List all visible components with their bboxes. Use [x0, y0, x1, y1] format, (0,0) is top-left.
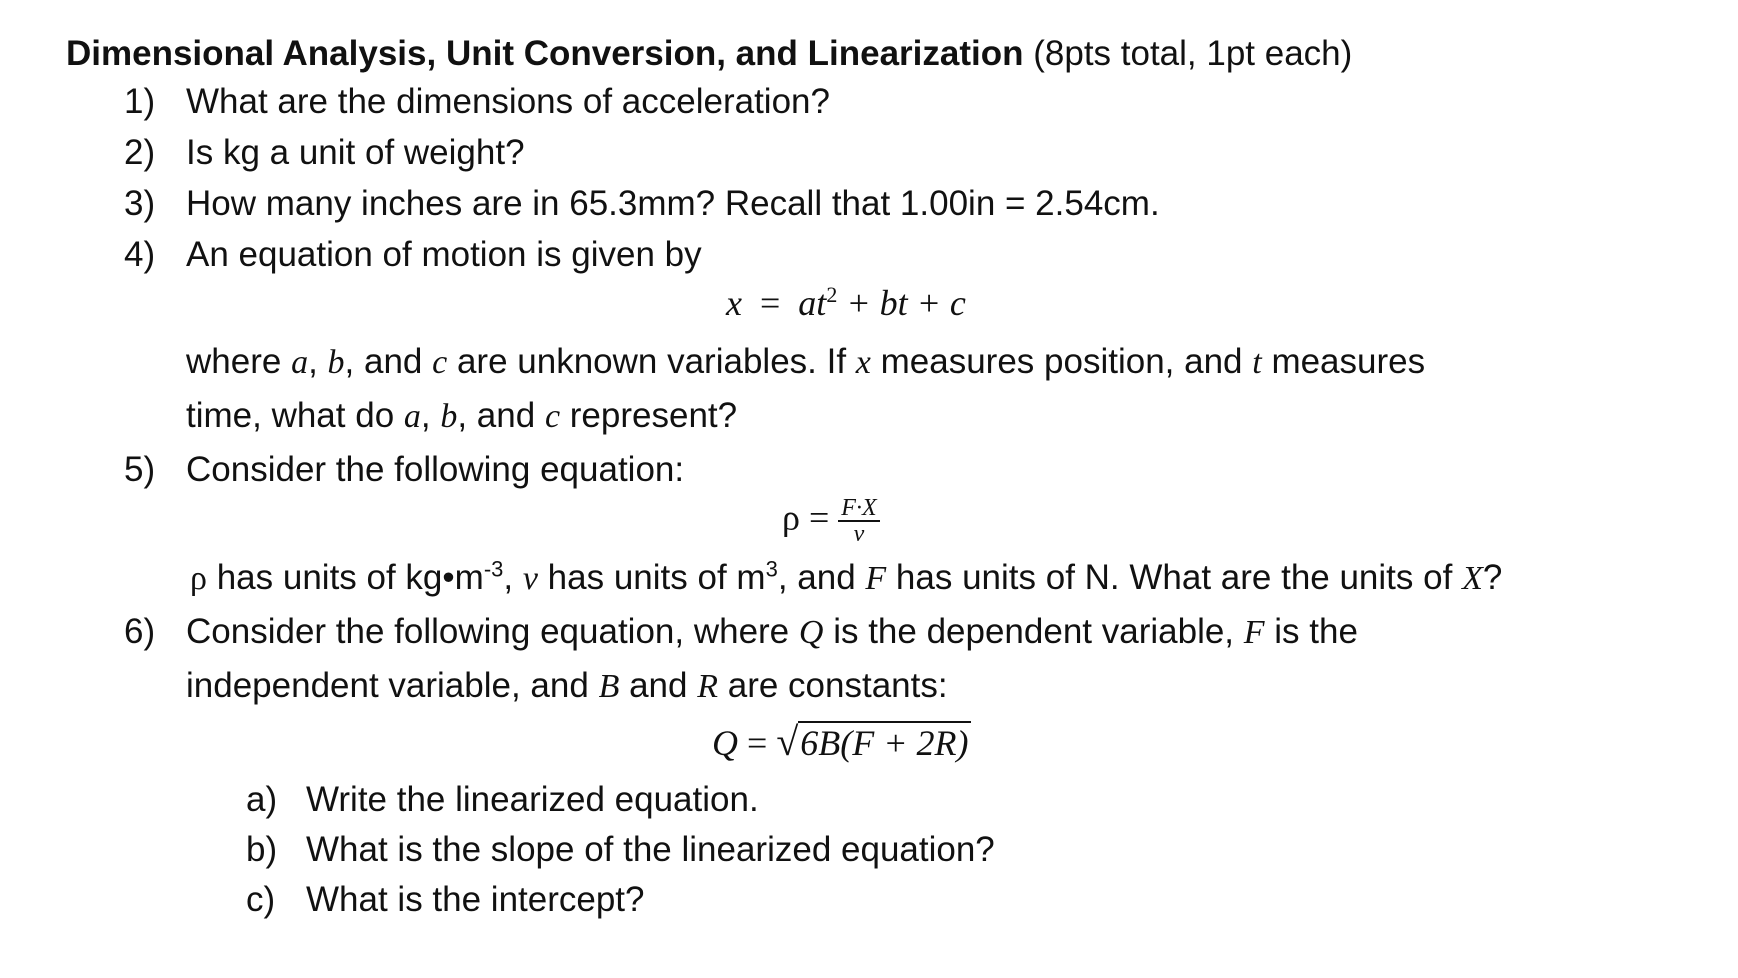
q6-subpart-c-text: What is the intercept?: [306, 880, 645, 919]
question-5-text: Consider the following equation:: [186, 450, 685, 489]
q5-comma: ,: [503, 558, 514, 597]
q4-eq-rest: + bt + c: [846, 283, 966, 323]
q6-l2-a: independent variable, and: [186, 666, 589, 705]
q4-l2-comma: ,: [420, 396, 431, 435]
q5-fraction: [838, 496, 879, 546]
q4-eq-power: 2: [826, 282, 838, 307]
q6-l2-and: and: [629, 666, 688, 705]
q6-subpart-a-text: Write the linearized equation.: [306, 780, 759, 819]
heading-points: (8pts total, 1pt each): [1033, 34, 1353, 73]
q4-line-1: [186, 340, 1425, 385]
question-5-number: 5): [124, 450, 156, 489]
question-6-text: Consider the following equation, where: [186, 612, 790, 651]
q6-var-R: R: [697, 668, 718, 705]
q4-eq-equals: =: [759, 283, 781, 323]
q4-comma: ,: [308, 342, 318, 381]
q6-eq-Q: Q: [712, 723, 738, 763]
question-3-number: 3): [124, 184, 156, 223]
q5-eq-rho: ρ: [782, 497, 800, 538]
q6-radicand: 6B(F + 2R): [800, 723, 969, 763]
q6-subpart-a-label: a): [246, 780, 278, 819]
q6-var-Q: Q: [798, 614, 824, 651]
q4-var-a: a: [291, 344, 309, 381]
q5-var-F: F: [865, 560, 887, 597]
q4-line-2: [186, 394, 737, 439]
q5-numerator: F·X: [838, 496, 879, 522]
q5-text-a: has units of kg•m: [216, 558, 484, 597]
q4-end: measures: [1271, 342, 1426, 381]
q4-l2-and: , and: [457, 396, 536, 435]
q6-line-2: [186, 664, 948, 709]
q5-eq-equals: =: [808, 497, 830, 538]
q6-sqrt: [776, 718, 970, 765]
question-4-text: An equation of motion is given by: [186, 235, 702, 274]
question-1-number: 1): [124, 82, 156, 121]
q4-var-t: t: [1252, 344, 1262, 381]
q5-var-v: v: [522, 560, 538, 597]
q6-eq-equals: =: [747, 723, 768, 763]
q6-var-B: B: [598, 668, 620, 705]
section-heading: [66, 32, 1352, 76]
question-4-number: 4): [124, 235, 156, 274]
q6-subpart-c-label: c): [246, 880, 276, 919]
q4-l2-var-b: b: [440, 398, 458, 435]
q5-text-d: has units of N. What are the units of: [895, 558, 1453, 597]
q4-eq-at: at: [798, 283, 827, 323]
q4-eq-x: x: [726, 283, 742, 323]
q5-exp-3: 3: [765, 556, 778, 582]
q4-where: where: [186, 342, 282, 381]
q4-l2-var-c: c: [544, 398, 561, 435]
q5-denominator: v: [853, 521, 865, 547]
q4-l2-start: time, what do: [186, 396, 395, 435]
question-1-text: What are the dimensions of acceleration?: [186, 82, 830, 121]
q6-l2-b: are constants:: [727, 666, 948, 705]
q5-text-c: , and: [777, 558, 856, 597]
q6-var-F: F: [1243, 614, 1265, 651]
q6-text-b: is the dependent variable,: [833, 612, 1235, 651]
q4-equation: [726, 282, 966, 324]
q4-and: , and: [344, 342, 423, 381]
question-6-number: 6): [124, 612, 156, 651]
q5-equation: [782, 496, 880, 546]
q6-equation: [712, 718, 971, 765]
q6-line-1: [186, 610, 1358, 655]
q6-text-c: is the: [1274, 612, 1358, 651]
q4-mid: are unknown variables. If: [456, 342, 847, 381]
question-3-text: How many inches are in 65.3mm? Recall that 1.00in = 2.54cm.: [186, 184, 1160, 223]
question-2-number: 2): [124, 133, 156, 172]
q4-var-b: b: [327, 344, 345, 381]
q4-l2-end: represent?: [569, 396, 738, 435]
radical-icon: √: [776, 719, 799, 764]
q5-exp-neg3: -3: [483, 556, 504, 582]
q5-rho: ρ: [190, 560, 207, 597]
q5-var-X: X: [1462, 560, 1483, 597]
q4-mid2: measures position, and: [880, 342, 1243, 381]
q6-subpart-b-text: What is the slope of the linearized equation?: [306, 830, 995, 869]
q5-qmark: ?: [1482, 558, 1503, 597]
q5-line-1: [190, 556, 1502, 601]
q4-l2-var-a: a: [403, 398, 421, 435]
heading-title: Dimensional Analysis, Unit Conversion, and Linearization: [66, 34, 1024, 73]
q4-var-x: x: [855, 344, 871, 381]
question-2-text: Is kg a unit of weight?: [186, 133, 525, 172]
q6-subpart-b-label: b): [246, 830, 278, 869]
q5-text-b: has units of m: [547, 558, 766, 597]
q4-var-c: c: [432, 344, 448, 381]
